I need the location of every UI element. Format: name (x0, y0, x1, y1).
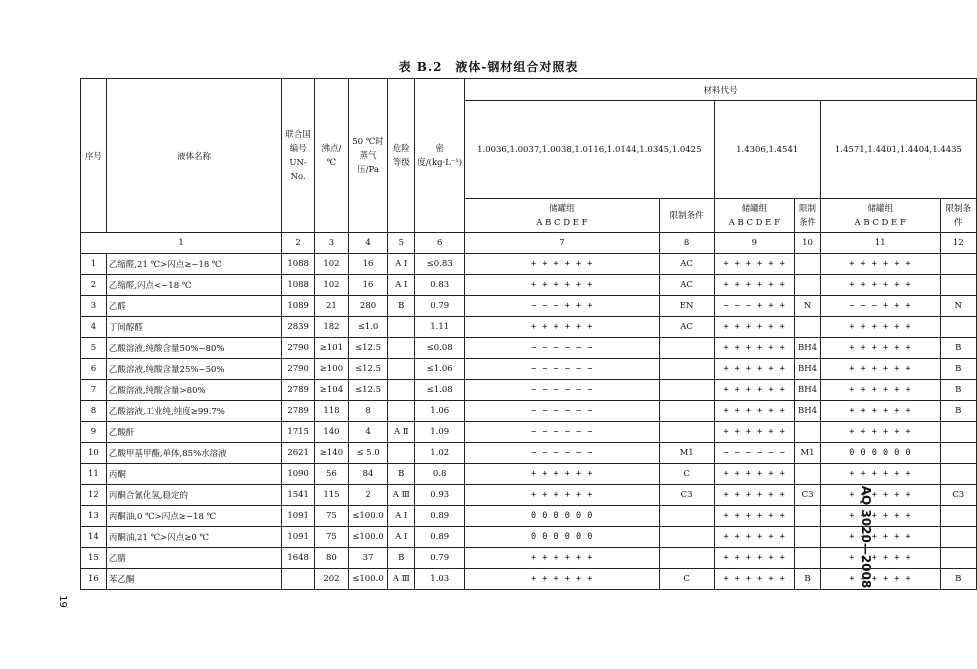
row-limit-1: C (659, 569, 714, 590)
row-marks-3: + + + + + + (820, 485, 940, 506)
row-un: 2621 (282, 443, 315, 464)
row-no: 1 (81, 254, 107, 275)
row-marks-1: + + + + + + (465, 569, 660, 590)
row-hazard (388, 359, 415, 380)
row-name: 丙酮油,0 ℃>闪点≥−18 ℃ (106, 506, 281, 527)
row-limit-2: BH4 (795, 401, 821, 422)
row-name: 苯乙酮 (106, 569, 281, 590)
row-vapor: 280 (348, 296, 388, 317)
row-hazard: A Ⅰ (388, 254, 415, 275)
row-limit-3: B (940, 338, 976, 359)
row-marks-2: + + + + + + (714, 275, 795, 296)
row-name: 乙酸溶液,工业纯,纯度≥99.7% (106, 401, 281, 422)
row-density: ≤0.08 (415, 338, 465, 359)
table-row (81, 380, 977, 401)
table-row (81, 254, 977, 275)
row-vapor: 16 (348, 254, 388, 275)
row-density: 1.11 (415, 317, 465, 338)
row-density: 1.02 (415, 443, 465, 464)
header-density: 密度/(kg·L⁻¹) (415, 79, 465, 233)
row-limit-1 (659, 359, 714, 380)
row-limit-3: C3 (940, 485, 976, 506)
row-boil: 80 (315, 548, 349, 569)
table-row (81, 485, 977, 506)
row-name: 丙酮油,21 ℃>闪点≥0 ℃ (106, 527, 281, 548)
row-no: 3 (81, 296, 107, 317)
row-name: 乙缩醛,21 ℃>闪点≥−18 ℃ (106, 254, 281, 275)
row-marks-2: + + + + + + (714, 485, 795, 506)
row-boil: 140 (315, 422, 349, 443)
row-vapor: 16 (348, 275, 388, 296)
row-limit-2 (795, 464, 821, 485)
row-limit-2 (795, 548, 821, 569)
page-number: 19 (56, 595, 68, 608)
table-row (81, 506, 977, 527)
row-marks-1: 0 0 0 0 0 0 (465, 506, 660, 527)
row-un: 1091 (282, 527, 315, 548)
col-index: 5 (388, 233, 415, 254)
row-name: 乙酸酐 (106, 422, 281, 443)
table-row (81, 359, 977, 380)
col-index: 10 (795, 233, 821, 254)
row-marks-1: − − − − − − (465, 338, 660, 359)
row-no: 15 (81, 548, 107, 569)
col-index: 2 (282, 233, 315, 254)
row-marks-2: − − − − − − (714, 443, 795, 464)
row-marks-2: + + + + + + (714, 422, 795, 443)
header-seq: 序号 (81, 79, 107, 233)
row-limit-1 (659, 401, 714, 422)
row-marks-1: + + + + + + (465, 485, 660, 506)
tank-group-1 (465, 199, 660, 233)
row-boil: ≥101 (315, 338, 349, 359)
row-limit-3: B (940, 569, 976, 590)
row-vapor: ≤12.5 (348, 338, 388, 359)
row-marks-1: − − − + + + (465, 296, 660, 317)
row-vapor: ≤12.5 (348, 380, 388, 401)
row-limit-2 (795, 527, 821, 548)
row-marks-1: − − − − − − (465, 443, 660, 464)
row-marks-2: + + + + + + (714, 317, 795, 338)
row-marks-2: + + + + + + (714, 380, 795, 401)
row-name: 丁间醇醛 (106, 317, 281, 338)
row-limit-1 (659, 380, 714, 401)
row-density: 0.79 (415, 548, 465, 569)
row-un: 1090 (282, 464, 315, 485)
table-row (81, 317, 977, 338)
row-marks-3: + + + + + + (820, 464, 940, 485)
row-hazard (388, 380, 415, 401)
row-marks-3: + + + + + + (820, 254, 940, 275)
row-hazard: B (388, 548, 415, 569)
row-un: 2790 (282, 338, 315, 359)
row-un: 2839 (282, 317, 315, 338)
row-boil: 118 (315, 401, 349, 422)
row-density: 0.89 (415, 527, 465, 548)
row-marks-3: + + + + + + (820, 275, 940, 296)
row-density: 0.79 (415, 296, 465, 317)
row-marks-1: − − − − − − (465, 359, 660, 380)
row-marks-3: 0 0 0 0 0 0 (820, 443, 940, 464)
row-marks-2: + + + + + + (714, 548, 795, 569)
row-limit-1: AC (659, 275, 714, 296)
table-row (81, 527, 977, 548)
row-limit-1: C3 (659, 485, 714, 506)
row-boil: 202 (315, 569, 349, 590)
col-index: 4 (348, 233, 388, 254)
row-boil: 21 (315, 296, 349, 317)
row-boil: ≥140 (315, 443, 349, 464)
tank-group-label: 储罐组 (549, 203, 575, 214)
col-index: 9 (714, 233, 795, 254)
row-hazard: A Ⅱ (388, 422, 415, 443)
row-limit-1: C (659, 464, 714, 485)
col-index: 3 (315, 233, 349, 254)
row-no: 11 (81, 464, 107, 485)
row-un: 2790 (282, 359, 315, 380)
row-marks-2: + + + + + + (714, 359, 795, 380)
row-hazard: B (388, 464, 415, 485)
col-index: 12 (940, 233, 976, 254)
row-marks-1: + + + + + + (465, 317, 660, 338)
row-name: 乙酸溶液,纯酸含量25%~50% (106, 359, 281, 380)
row-name: 乙酸甲基甲酯,单体,85%水溶液 (106, 443, 281, 464)
row-limit-1 (659, 527, 714, 548)
row-marks-1: − − − − − − (465, 401, 660, 422)
row-un: 1541 (282, 485, 315, 506)
row-hazard (388, 338, 415, 359)
row-hazard (388, 317, 415, 338)
row-marks-1: + + + + + + (465, 464, 660, 485)
row-limit-1: AC (659, 254, 714, 275)
row-marks-1: + + + + + + (465, 275, 660, 296)
row-no: 13 (81, 506, 107, 527)
row-marks-3: + + + + + + (820, 380, 940, 401)
table-row (81, 548, 977, 569)
tank-group-label: 储罐组 (741, 203, 768, 214)
row-marks-2: − − − + + + (714, 296, 795, 317)
row-vapor: 37 (348, 548, 388, 569)
row-marks-3: + + + + + + (820, 317, 940, 338)
row-hazard (388, 401, 415, 422)
row-vapor: 4 (348, 422, 388, 443)
row-density: 0.89 (415, 506, 465, 527)
row-limit-2 (795, 422, 821, 443)
header-name: 液体名称 (106, 79, 281, 233)
row-hazard: A Ⅰ (388, 275, 415, 296)
row-limit-2 (795, 506, 821, 527)
col-index: 8 (659, 233, 714, 254)
header-material-code: 材料代号 (465, 79, 977, 101)
row-boil: ≥100 (315, 359, 349, 380)
row-hazard: A Ⅲ (388, 569, 415, 590)
tank-group-3 (820, 199, 940, 233)
row-limit-2: C3 (795, 485, 821, 506)
row-marks-2: + + + + + + (714, 506, 795, 527)
liquid-steel-table (80, 78, 977, 590)
row-no: 8 (81, 401, 107, 422)
row-marks-3: + + + + + + (820, 548, 940, 569)
row-un (282, 569, 315, 590)
row-limit-2 (795, 317, 821, 338)
row-un: 2789 (282, 401, 315, 422)
row-limit-3 (940, 548, 976, 569)
row-marks-3: + + + + + + (820, 338, 940, 359)
row-limit-3 (940, 317, 976, 338)
row-marks-2: + + + + + + (714, 254, 795, 275)
row-no: 10 (81, 443, 107, 464)
row-name: 丙酮合氰化氢,稳定的 (106, 485, 281, 506)
col-index: 6 (415, 233, 465, 254)
row-limit-2: M1 (795, 443, 821, 464)
tank-group-label: 储罐组 (867, 203, 893, 214)
row-vapor: ≤100.0 (348, 527, 388, 548)
limit-1: 限制条件 (659, 199, 714, 233)
row-boil: 102 (315, 254, 349, 275)
row-marks-3: + + + + + + (820, 422, 940, 443)
table-row (81, 401, 977, 422)
col-index: 11 (820, 233, 940, 254)
row-marks-2: + + + + + + (714, 338, 795, 359)
row-marks-3: + + + + + + (820, 506, 940, 527)
row-limit-1: AC (659, 317, 714, 338)
row-marks-3: + + + + + + (820, 569, 940, 590)
row-density: 0.83 (415, 275, 465, 296)
row-no: 6 (81, 359, 107, 380)
row-no: 2 (81, 275, 107, 296)
row-density: ≤1.06 (415, 359, 465, 380)
row-limit-2: BH4 (795, 380, 821, 401)
row-marks-2: + + + + + + (714, 464, 795, 485)
tank-group-2 (714, 199, 795, 233)
tank-letters: A B C D E F (854, 217, 906, 228)
table-row (81, 464, 977, 485)
row-marks-2: + + + + + + (714, 569, 795, 590)
row-limit-3: B (940, 359, 976, 380)
standard-code: AQ 3020—2008 (858, 485, 873, 589)
row-limit-1: M1 (659, 443, 714, 464)
table-body (81, 254, 977, 590)
row-no: 9 (81, 422, 107, 443)
row-un: 1091 (282, 506, 315, 527)
tank-letters: A B C D E F (536, 217, 588, 228)
row-limit-3 (940, 254, 976, 275)
row-boil: 102 (315, 275, 349, 296)
row-limit-3 (940, 422, 976, 443)
limit-2: 限制条件 (795, 199, 821, 233)
row-marks-1: 0 0 0 0 0 0 (465, 527, 660, 548)
table-row (81, 296, 977, 317)
row-name: 乙醛 (106, 296, 281, 317)
row-vapor: ≤ 5.0 (348, 443, 388, 464)
row-limit-2: BH4 (795, 338, 821, 359)
row-vapor: 2 (348, 485, 388, 506)
row-marks-1: + + + + + + (465, 548, 660, 569)
row-limit-1 (659, 548, 714, 569)
row-limit-2 (795, 275, 821, 296)
header-un: 联合国编号UN-No. (282, 79, 315, 233)
row-un: 2789 (282, 380, 315, 401)
row-name: 乙酸溶液,纯酸含量>80% (106, 380, 281, 401)
tank-letters: A B C D E F (728, 217, 780, 228)
row-vapor: ≤1.0 (348, 317, 388, 338)
row-limit-3 (940, 527, 976, 548)
table-row (81, 338, 977, 359)
row-marks-3: + + + + + + (820, 359, 940, 380)
row-marks-3: + + + + + + (820, 527, 940, 548)
row-marks-2: + + + + + + (714, 401, 795, 422)
row-boil: ≥104 (315, 380, 349, 401)
row-marks-1: − − − − − − (465, 380, 660, 401)
row-boil: 115 (315, 485, 349, 506)
row-un: 1089 (282, 296, 315, 317)
row-hazard (388, 443, 415, 464)
row-un: 1088 (282, 254, 315, 275)
row-un: 1715 (282, 422, 315, 443)
row-marks-1: + + + + + + (465, 254, 660, 275)
row-hazard: A Ⅲ (388, 485, 415, 506)
table-row (81, 275, 977, 296)
row-limit-2 (795, 254, 821, 275)
row-limit-3 (940, 464, 976, 485)
row-limit-1 (659, 422, 714, 443)
header-hazard: 危险等级 (388, 79, 415, 233)
row-boil: 182 (315, 317, 349, 338)
row-limit-2: BH4 (795, 359, 821, 380)
row-limit-1: EN (659, 296, 714, 317)
row-density: ≤0.83 (415, 254, 465, 275)
row-name: 乙缩醛,闪点<−18 ℃ (106, 275, 281, 296)
row-vapor: ≤12.5 (348, 359, 388, 380)
row-vapor: ≤100.0 (348, 569, 388, 590)
row-limit-1 (659, 506, 714, 527)
group1-materials: 1.0036,1.0037,1.0038,1.0116,1.0144,1.0345,1.0425 (465, 101, 714, 199)
group3-materials: 1.4571,1.4401,1.4404,1.4435 (820, 101, 976, 199)
row-no: 5 (81, 338, 107, 359)
row-vapor: 84 (348, 464, 388, 485)
row-no: 7 (81, 380, 107, 401)
row-hazard: A Ⅰ (388, 506, 415, 527)
row-no: 14 (81, 527, 107, 548)
row-marks-2: + + + + + + (714, 527, 795, 548)
row-limit-2: N (795, 296, 821, 317)
row-limit-2: B (795, 569, 821, 590)
row-un: 1648 (282, 548, 315, 569)
row-name: 丙酮 (106, 464, 281, 485)
group2-materials: 1.4306,1.4541 (714, 101, 820, 199)
row-density: 0.8 (415, 464, 465, 485)
row-limit-1 (659, 338, 714, 359)
row-no: 16 (81, 569, 107, 590)
row-no: 12 (81, 485, 107, 506)
row-limit-3 (940, 443, 976, 464)
row-limit-3: N (940, 296, 976, 317)
row-density: 0.93 (415, 485, 465, 506)
row-vapor: 8 (348, 401, 388, 422)
col-index: 1 (81, 233, 282, 254)
row-un: 1088 (282, 275, 315, 296)
row-density: 1.09 (415, 422, 465, 443)
header-vapor: 50 ℃时蒸气压/Pa (348, 79, 388, 233)
row-boil: 75 (315, 506, 349, 527)
row-hazard: B (388, 296, 415, 317)
limit-3: 限制条件 (940, 199, 976, 233)
col-index: 7 (465, 233, 660, 254)
row-limit-3: B (940, 380, 976, 401)
row-density: 1.06 (415, 401, 465, 422)
row-no: 4 (81, 317, 107, 338)
table-title: 表 B.2 液体-钢材组合对照表 (398, 60, 579, 74)
row-limit-3 (940, 275, 976, 296)
table-row (81, 569, 977, 590)
row-boil: 75 (315, 527, 349, 548)
header-boil: 沸点/℃ (315, 79, 349, 233)
row-name: 乙酸溶液,纯酸含量50%~80% (106, 338, 281, 359)
table-row (81, 422, 977, 443)
row-marks-3: − − − + + + (820, 296, 940, 317)
row-limit-3: B (940, 401, 976, 422)
row-vapor: ≤100.0 (348, 506, 388, 527)
row-marks-1: − − − − − − (465, 422, 660, 443)
table-row (81, 443, 977, 464)
row-density: 1.03 (415, 569, 465, 590)
row-limit-3 (940, 506, 976, 527)
row-name: 乙腈 (106, 548, 281, 569)
row-density: ≤1.08 (415, 380, 465, 401)
row-hazard: A Ⅰ (388, 527, 415, 548)
row-boil: 56 (315, 464, 349, 485)
row-marks-3: + + + + + + (820, 401, 940, 422)
